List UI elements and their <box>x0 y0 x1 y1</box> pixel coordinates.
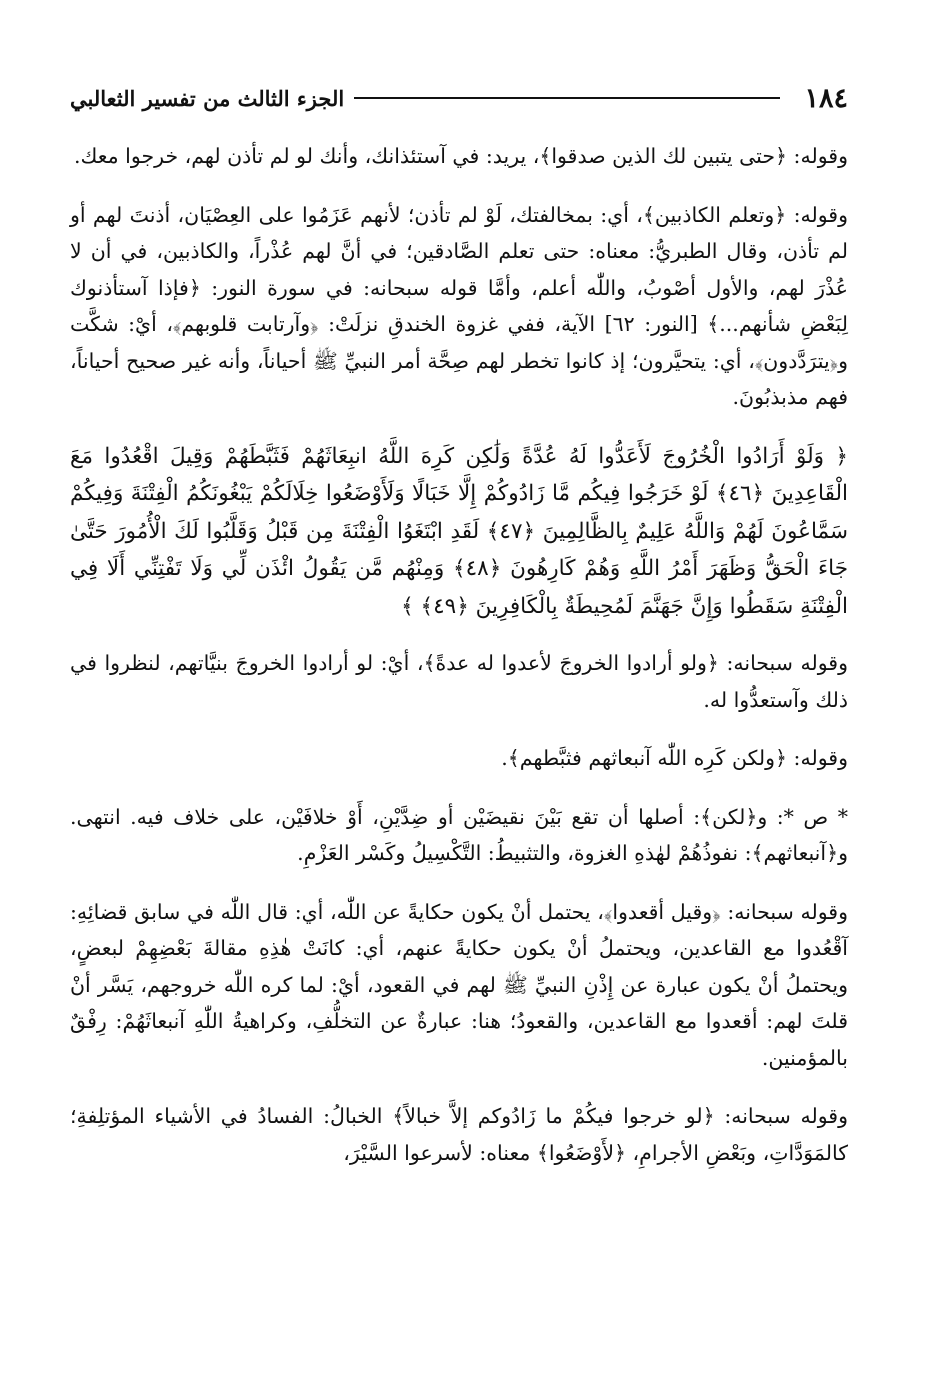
paragraph: وقوله: ﴿وتعلم الكاذبين﴾، أي: بمخالفتك، لَوْ لم تأذن؛ لأنهم عَزَمُوا على العِصْيَان، أذنتَ لهم أو لم تأذن، وقال الطبريُّ: معناه: حتى تعلم الصَّادقين؛ في أنَّ لهم عُذْراً، والكاذبين، في أن لا عُذْرَ لهم، والأول أصْوبُ، واللّٰه أعلم، وأمَّا قوله سبحانه: في سورة النور: ﴿فإذا آستأذنوك لِبَعْضِ شأنهم...﴾ [النور: ٦٢] الآية، ففي غزوة الخندقِ نزلَتْ: ﴿وآرتابت قلوبهم﴾، أيْ: شكَّت و﴿يترَدَّدون﴾، أي: يتحيَّرون؛ إذ كانوا تخطر لهم صِحَّة أمر النبيِّ ﷺ أحياناً، وأنه غير صحيح أحياناً، فهم مذبذبُونَ. <box>70 202 848 409</box>
header-rule <box>354 97 780 99</box>
page-header <box>70 78 848 118</box>
paragraph: وقوله سبحانه: ﴿ولو أرادوا الخروجَ لأعدوا له عدةً﴾، أيْ: لو أرادوا الخروجَ بنيَّاتهم، لنظروا في ذلك وآستعدُّوا له. <box>70 651 848 712</box>
paragraph: وقوله سبحانه: ﴿لو خرجوا فيكُمْ ما زَادُوكم إلاَّ خبالاً﴾ الخبالُ: الفسادُ في الأشياء المؤتلِفةِ؛ كالمَوَدَّاتِ، وبَعْضِ الأجرامِ، ﴿لأَوْضَعُوا﴾ معناه: لأسرعوا السَّيْرَ، <box>70 1104 848 1165</box>
paragraph: وقوله: ﴿حتى يتبين لك الذين صدقوا﴾، يريد: في آستئذانك، وأنك لو لم تأذن لهم، خرجوا معك. <box>74 144 848 168</box>
paragraph: * ص *: و﴿لكن﴾: أصلها أن تقع بَيْنَ نقيضَيْن أو ضِدَّيْنِ، أَوْ خلافَيْن، على خلاف فيه. انتهى. و﴿آنبعاثهم﴾: نفوذُهُمْ لهٰذهِ الغزوة، والتثبيطُ: التَّكْسِيلُ وكَسْر العَزْمِ. <box>70 804 848 865</box>
page-body <box>70 138 848 1171</box>
quran-verses: ﴿ وَلَوْ أَرَادُوا الْخُرُوجَ لَأَعَدُّوا لَهُ عُدَّةً وَلَٰكِن كَرِهَ اللَّهُ انبِعَاثَهُمْ فَثَبَّطَهُمْ وَقِيلَ اقْعُدُوا مَعَ الْقَاعِدِينَ ﴿٤٦﴾ لَوْ خَرَجُوا فِيكُم مَّا زَادُوكُمْ إِلَّا خَبَالًا وَلَأَوْضَعُوا خِلَالَكُمْ يَبْغُونَكُمُ الْفِتْنَةَ وَفِيكُمْ سَمَّاعُونَ لَهُمْ وَاللَّهُ عَلِيمٌ بِالظَّالِمِينَ ﴿٤٧﴾ لَقَدِ ابْتَغَوُا الْفِتْنَةَ مِن قَبْلُ وَقَلَّبُوا لَكَ الْأُمُورَ حَتَّىٰ جَاءَ الْحَقُّ وَظَهَرَ أَمْرُ اللَّهِ وَهُمْ كَارِهُونَ ﴿٤٨﴾ وَمِنْهُم مَّن يَقُولُ ائْذَن لِّي وَلَا تَفْتِنِّي أَلَا فِي الْفِتْنَةِ سَقَطُوا وَإِنَّ جَهَنَّمَ لَمُحِيطَةٌ بِالْكَافِرِينَ ﴿٤٩﴾ ﴾ <box>70 443 848 619</box>
running-title: الجزء الثالث من تفسير الثعالبي <box>70 85 345 111</box>
book-page <box>70 78 848 1368</box>
paragraph: وقوله: ﴿ولكن كَرِه اللّٰه آنبعاثهم فثبَّطهم﴾. <box>501 746 848 770</box>
paragraph: وقوله سبحانه: ﴿وقيل أقعدوا﴾، يحتمل أنْ يكون حكايةً عن اللّٰه، أي: قال اللّٰه في سابق قضائِهِ: آقْعُدوا مع القاعدين، ويحتملُ أنْ يكون حكايةً عنهم، أي: كانَتْ هٰذِهِ مقالةَ بَعْضِهِمْ لبعضٍ، ويحتملُ أنْ يكون عبارة عن إِذْنِ النبيِّ ﷺ لهم في القعود، أيْ: لما كره اللّٰه خروجهم، يَسَّر أنْ قلتَ لهم: أقعدوا مع القاعدين، والقعودُ؛ هنا: عبارةٌ عن التخلُّفِ، وكراهيةُ اللّٰهِ آنبعاثَهُمْ: رِفْقٌ بالمؤمنين. <box>70 899 848 1070</box>
page-number: ١٨٤ <box>804 82 848 114</box>
